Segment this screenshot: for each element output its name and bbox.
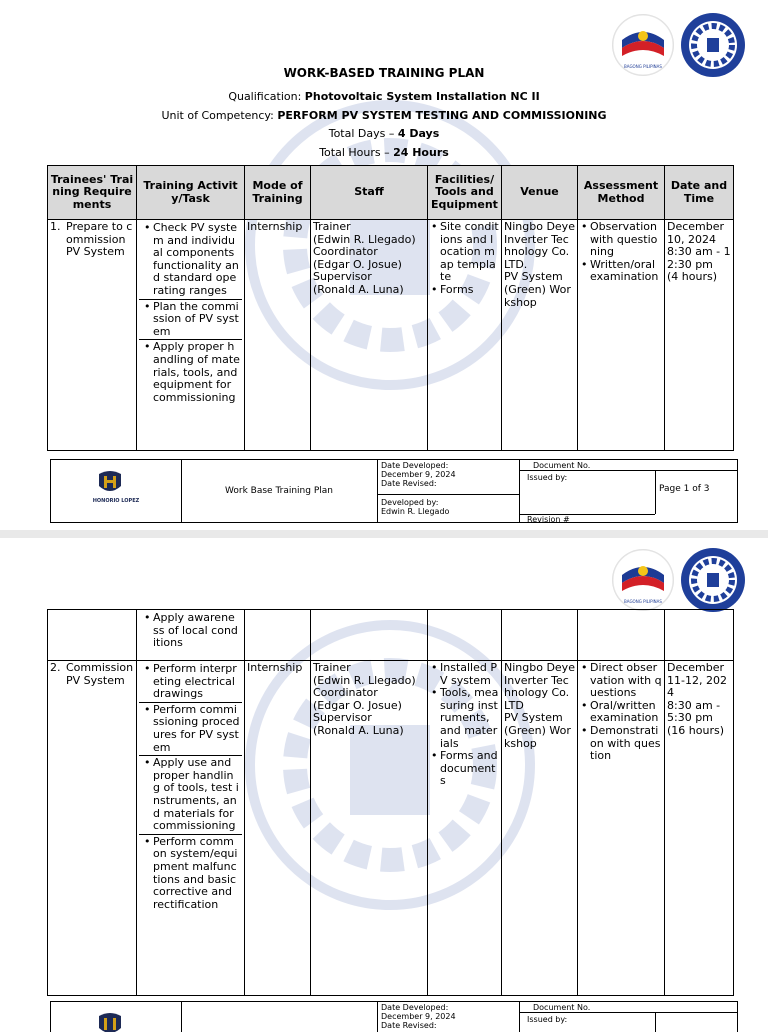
school-name: HONORIO LOPEZ xyxy=(92,498,140,504)
page-number: Page 1 of 3 xyxy=(659,484,710,494)
footer-document: Document No. Issued by: Page 1 of 3 Revision # xyxy=(519,460,737,522)
activity-cell xyxy=(137,661,245,996)
qualification: Qualification: Photovoltaic System Installation NC II xyxy=(228,90,540,103)
unit-of-competency: Unit of Competency: PERFORM PV SYSTEM TESTING AND COMMISSIONING xyxy=(161,109,607,122)
honorio-lopez-logo-icon xyxy=(96,1010,124,1032)
header-mode: Mode of Training xyxy=(245,166,311,220)
table-row xyxy=(48,220,734,451)
staff-cell: Trainer (Edwin R. Llegado) Coordinator (Edgar O. Josue) Supervisor (Ronald A. Luna) xyxy=(311,661,428,996)
honorio-lopez-logo-icon xyxy=(96,468,124,496)
ph-caption: BAGONG PILIPINAS xyxy=(624,599,662,604)
header-activity: Training Activity/Task xyxy=(137,166,245,220)
document-title: WORK-BASED TRAINING PLAN xyxy=(283,66,485,80)
school-logo xyxy=(51,460,182,522)
facilities-cell: • Installed PV system • Tools, measuring instruments, and materials • Forms and documents xyxy=(428,661,502,996)
ph-caption: BAGONG PILIPINAS xyxy=(624,64,662,69)
footer-title-cell xyxy=(181,1002,378,1032)
staff-cell: Trainer (Edwin R. Llegado) Coordinator (Edgar O. Josue) Supervisor (Ronald A. Luna) xyxy=(311,220,428,451)
footer-document: Document No. Issued by: xyxy=(519,1002,737,1032)
activity-cell xyxy=(137,610,245,661)
header-staff: Staff xyxy=(311,166,428,220)
date-cell: December 10, 2024 8:30 am - 12:30 pm (4 hours) xyxy=(665,220,734,451)
tesda-logo-icon xyxy=(680,547,746,613)
header-date: Date and Time xyxy=(665,166,734,220)
header-requirements: Trainees' Training Requirements xyxy=(48,166,137,220)
mode-cell: Internship xyxy=(245,661,311,996)
date-cell: December 11-12, 2024 8:30 am - 5:30 pm (16 hours) xyxy=(665,661,734,996)
mode-cell: Internship xyxy=(245,220,311,451)
page-footer xyxy=(50,459,738,523)
activity-item: • Apply awareness of local conditions xyxy=(153,612,240,650)
header-venue: Venue xyxy=(502,166,578,220)
activity-item: • Perform commissioning procedures for PV system xyxy=(153,704,240,754)
table-row xyxy=(48,610,734,661)
footer-dates: Date Developed: December 9, 2024 Date Revised: Developed by: Edwin R. Llegado xyxy=(377,460,520,522)
page-footer xyxy=(50,1001,738,1032)
header-assessment: Assessment Method xyxy=(578,166,665,220)
footer-dates: Date Developed: December 9, 2024 Date Revised: xyxy=(377,1002,520,1032)
activity-item: • Perform common system/equipment malfunctions and basic corrective and rectification xyxy=(153,836,240,912)
activity-item: • Plan the commission of PV system xyxy=(153,301,240,339)
header-facilities: Facilities/ Tools and Equipment xyxy=(428,166,502,220)
activity-item: • Check PV system and individual components functionality and standard operating ranges xyxy=(153,222,240,298)
assessment-cell: • Direct observation with questions • Oral/written examination • Demonstration with question xyxy=(578,661,665,996)
school-logo xyxy=(51,1002,182,1032)
training-plan-table-continued xyxy=(47,609,734,996)
table-header-row xyxy=(48,166,734,220)
table-row xyxy=(48,661,734,996)
activity-item: • Apply use and proper handling of tools, test instruments, and materials for commissioning xyxy=(153,757,240,833)
requirement-cell: 1. Prepare to commission PV System xyxy=(48,220,137,451)
facilities-cell: • Site conditions and location map template • Forms xyxy=(428,220,502,451)
activity-item: • Apply proper handling of materials, tools, and equipment for commissioning xyxy=(153,341,240,404)
page-2 xyxy=(0,535,768,1030)
activity-item: • Perform interpreting electrical drawings xyxy=(153,663,240,701)
footer-title: Work Base Training Plan xyxy=(181,460,378,522)
activity-cell xyxy=(137,220,245,451)
total-hours: Total Hours – 24 Hours xyxy=(319,146,449,159)
total-days: Total Days – 4 Days xyxy=(328,127,440,140)
venue-cell: Ningbo Deye Inverter Technology Co. LTD. PV System (Green) Workshop xyxy=(502,220,578,451)
requirement-cell: 2. Commission PV System xyxy=(48,661,137,996)
bagong-pilipinas-logo-icon xyxy=(612,549,674,611)
training-plan-table xyxy=(47,165,734,451)
assessment-cell: • Observation with questioning • Written/oral examination xyxy=(578,220,665,451)
venue-cell: Ningbo Deye Inverter Technology Co. LTD PV System (Green) Workshop xyxy=(502,661,578,996)
header-logos xyxy=(610,547,750,613)
